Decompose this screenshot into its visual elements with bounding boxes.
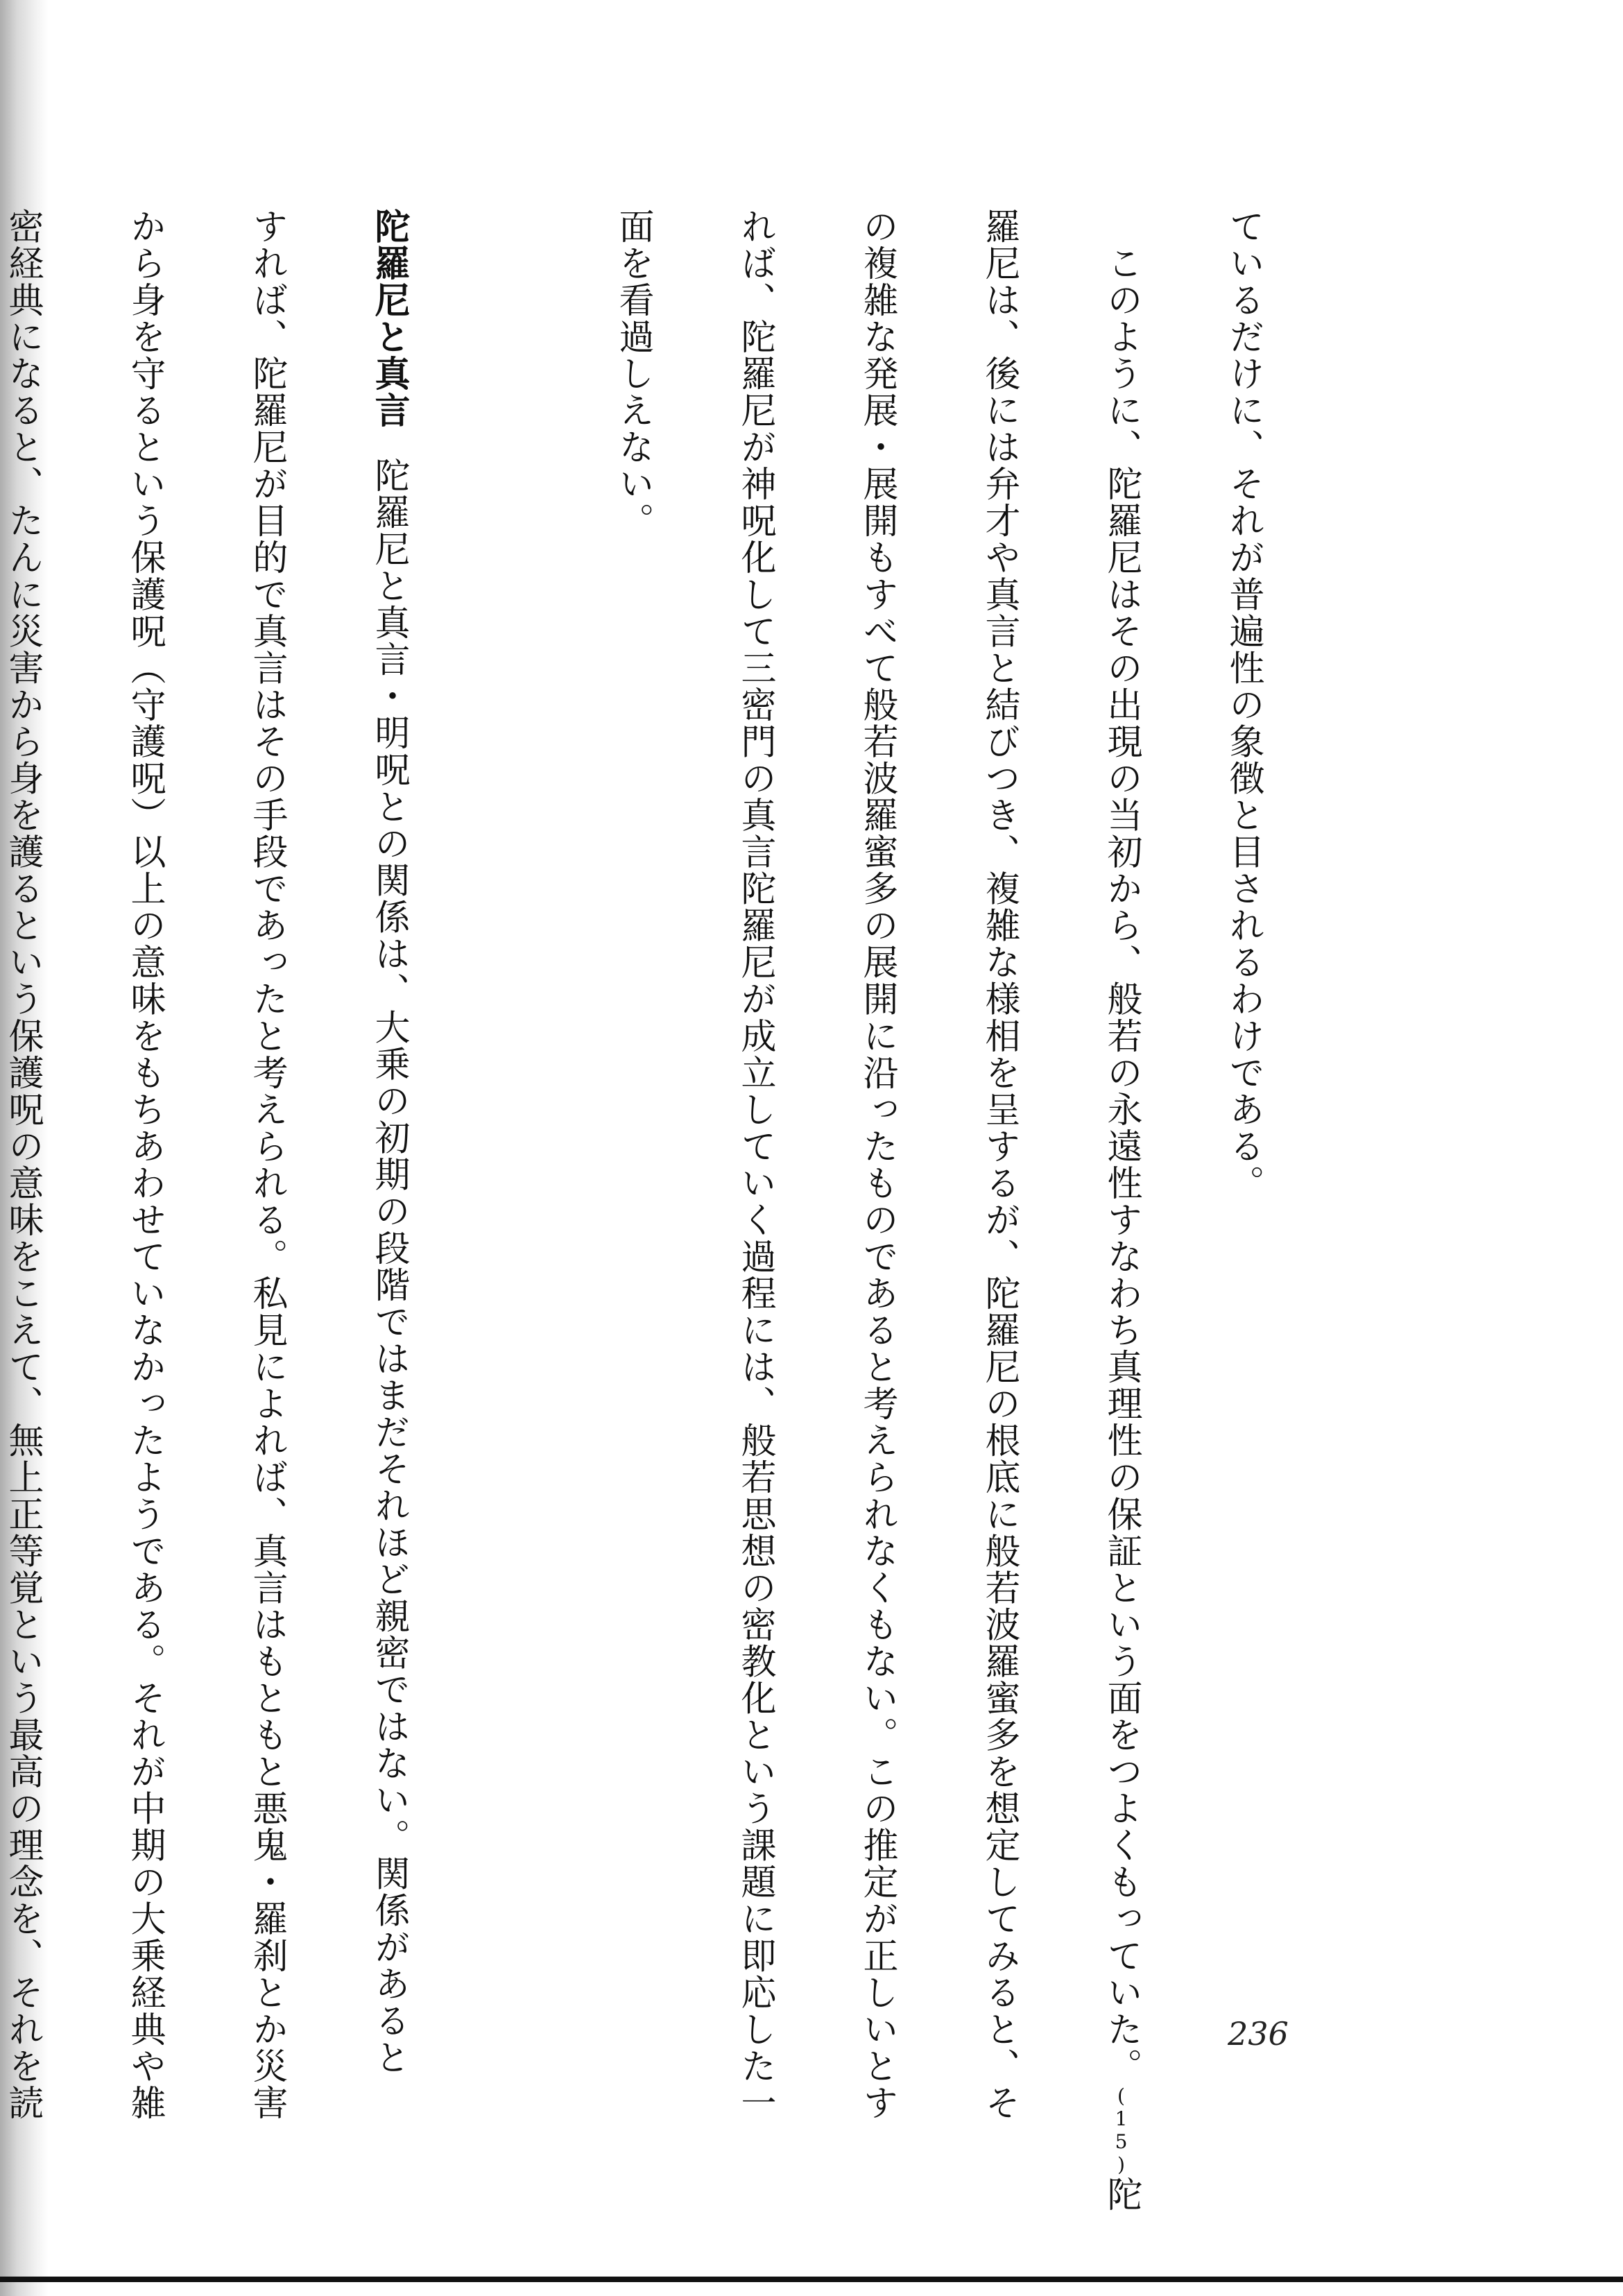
text-line: の複雑な発展・展開もすべて般若波羅蜜多の展開に沿ったものであると考えられなくもない。この推定が正しいとす <box>857 208 898 2122</box>
text-line: すれば、陀羅尼が目的で真言はその手段であったと考えられる。私見によれば、真言はもともと悪鬼・羅刹とか災害 <box>246 208 287 2122</box>
text-line: から身を守るという保護呪（守護呪）以上の意味をもちあわせていなかったようである。それが中期の大乗経典や雑 <box>124 208 165 2122</box>
blank-line <box>449 208 572 1956</box>
text-line: 面を看過しえない。 <box>612 208 653 540</box>
text-segment: このように、陀羅尼はその出現の当初から、般若の永遠性すなわち真理性の保証という面をつよくもっていた。 <box>1101 208 1142 2085</box>
text-line: 密経典になると、たんに災害から身を護るという保護呪の意味をこえて、無上正等覚という最高の理念を、それを読 <box>2 208 43 2122</box>
text-segment: 陀羅尼と真言・明呪との関係は、大乗の初期の段階ではまだそれほど親密ではない。関係があると <box>368 457 409 2076</box>
section-heading: 陀羅尼と真言 <box>368 208 409 429</box>
text-line: 羅尼は、後には弁才や真言と結びつき、複雑な様相を呈するが、陀羅尼の根底に般若波羅蜜多を想定してみると、そ <box>979 208 1020 2122</box>
text-line <box>327 208 449 2076</box>
footnote-marker: (15) <box>1110 2084 1133 2177</box>
text-line: れば、陀羅尼が神呪化して三密門の真言陀羅尼が成立していく過程には、般若思想の密教化という課題に即応した一 <box>735 208 775 2122</box>
bottom-scan-edge <box>0 2277 1623 2282</box>
text-line: ているだけに、それが普遍性の象徴と目されるわけである。 <box>1223 208 1264 1202</box>
text-line <box>1060 208 1182 2213</box>
text-segment: 陀 <box>1101 2176 1142 2213</box>
page-number: 236 <box>1228 2015 1289 2053</box>
